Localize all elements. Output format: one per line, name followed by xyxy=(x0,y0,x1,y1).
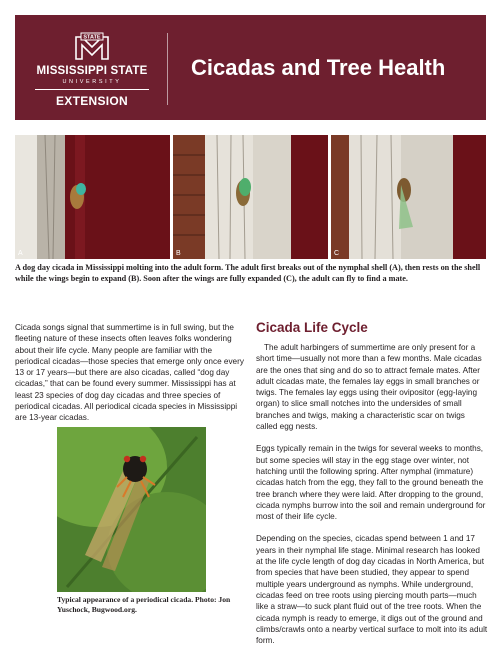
header-divider xyxy=(167,33,168,105)
intro-text: Cicada songs signal that summertime is in full swing, but the fleeting nature of these insects often leaves folks wondering about their life cycle. Many people are familiar with the periodical cicadas—those species that emerge only once every 13 or 17 years—but there are also cicadas, called “dog day cicadas,” that can be found every summer. Mississippi has at least 23 species of dog day cicadas and three species of periodical cicadas. All periodical cicada species in Mississippi are 13-year cicadas. xyxy=(15,323,244,423)
logo-extension: EXTENSION xyxy=(55,94,129,108)
life-cycle-body xyxy=(256,342,488,657)
photo-c xyxy=(331,135,486,259)
life-cycle-paragraph: Depending on the species, cicadas spend between 1 and 17 years in their nymphal life stage. Minimal research has looked at the life cycle length of dog day cicadas in North America, but from species that have been studied, they appear to spend multiple years underground as nymphs. While underground, cicadas feed on tree roots using piercing mouth parts—much like a straw—to suck plant fluid out of the tree roots. When the cicada nymph is ready to emerge, it digs out of the ground and climbs/crawls onto a nearby vertical surface to molt into its adult form. xyxy=(256,534,488,646)
logo-wordmark: MISSISSIPPI STATE xyxy=(36,65,148,77)
molting-photo-caption: A dog day cicada in Mississippi molting into the adult form. The adult first breaks out of the nymphal shell (A), then rests on the shell while the wings begin to expand (B). Soon after the wings are fully expanded (C), the adult can fly to find a mate. xyxy=(15,263,481,284)
header-banner xyxy=(15,15,486,120)
photo-label-b: B xyxy=(176,250,181,257)
photo-label-c: C xyxy=(334,250,340,257)
photo-label-a: A xyxy=(18,250,23,257)
periodical-photo-caption: Typical appearance of a periodical cicada. Photo: Jon Yuschock, Bugwood.org. xyxy=(57,595,231,614)
section-heading: Cicada Life Cycle xyxy=(256,320,368,335)
life-cycle-paragraph: The adult harbingers of summertime are only present for a short time—usually not more than a few months. Male cicadas are the ones that sing and do so to attract female mates. After adult cicadas mate, the females lay eggs in small branches or twigs. The females lay eggs using their ovipositor (egg-laying organ) to slice small notches into the undersides of small branches and twigs, making a characteristic scar on twigs called egg nests. xyxy=(256,343,482,432)
periodical-cicada-photo xyxy=(57,427,206,592)
photo-b xyxy=(173,135,328,259)
logo-university: UNIVERSITY xyxy=(62,79,122,85)
intro-paragraph xyxy=(15,322,247,424)
svg-text:STATE: STATE xyxy=(83,34,101,41)
state-emblem-icon xyxy=(72,31,112,61)
photo-a xyxy=(15,135,170,259)
msu-extension-logo xyxy=(33,31,151,113)
logo-divider xyxy=(35,89,149,90)
page-title: Cicadas and Tree Health xyxy=(191,55,446,80)
life-cycle-paragraph: Eggs typically remain in the twigs for several weeks to months, but some species will stay in the egg stage over winter, not hatching until the following spring. After nymphal (immature) cicadas hatch from the egg, they fall to the ground beneath the tree branch where they were laid. After dropping to the ground, cicada nymphs burrow into the soil and remain underground for most of their life cycle. xyxy=(256,444,486,522)
